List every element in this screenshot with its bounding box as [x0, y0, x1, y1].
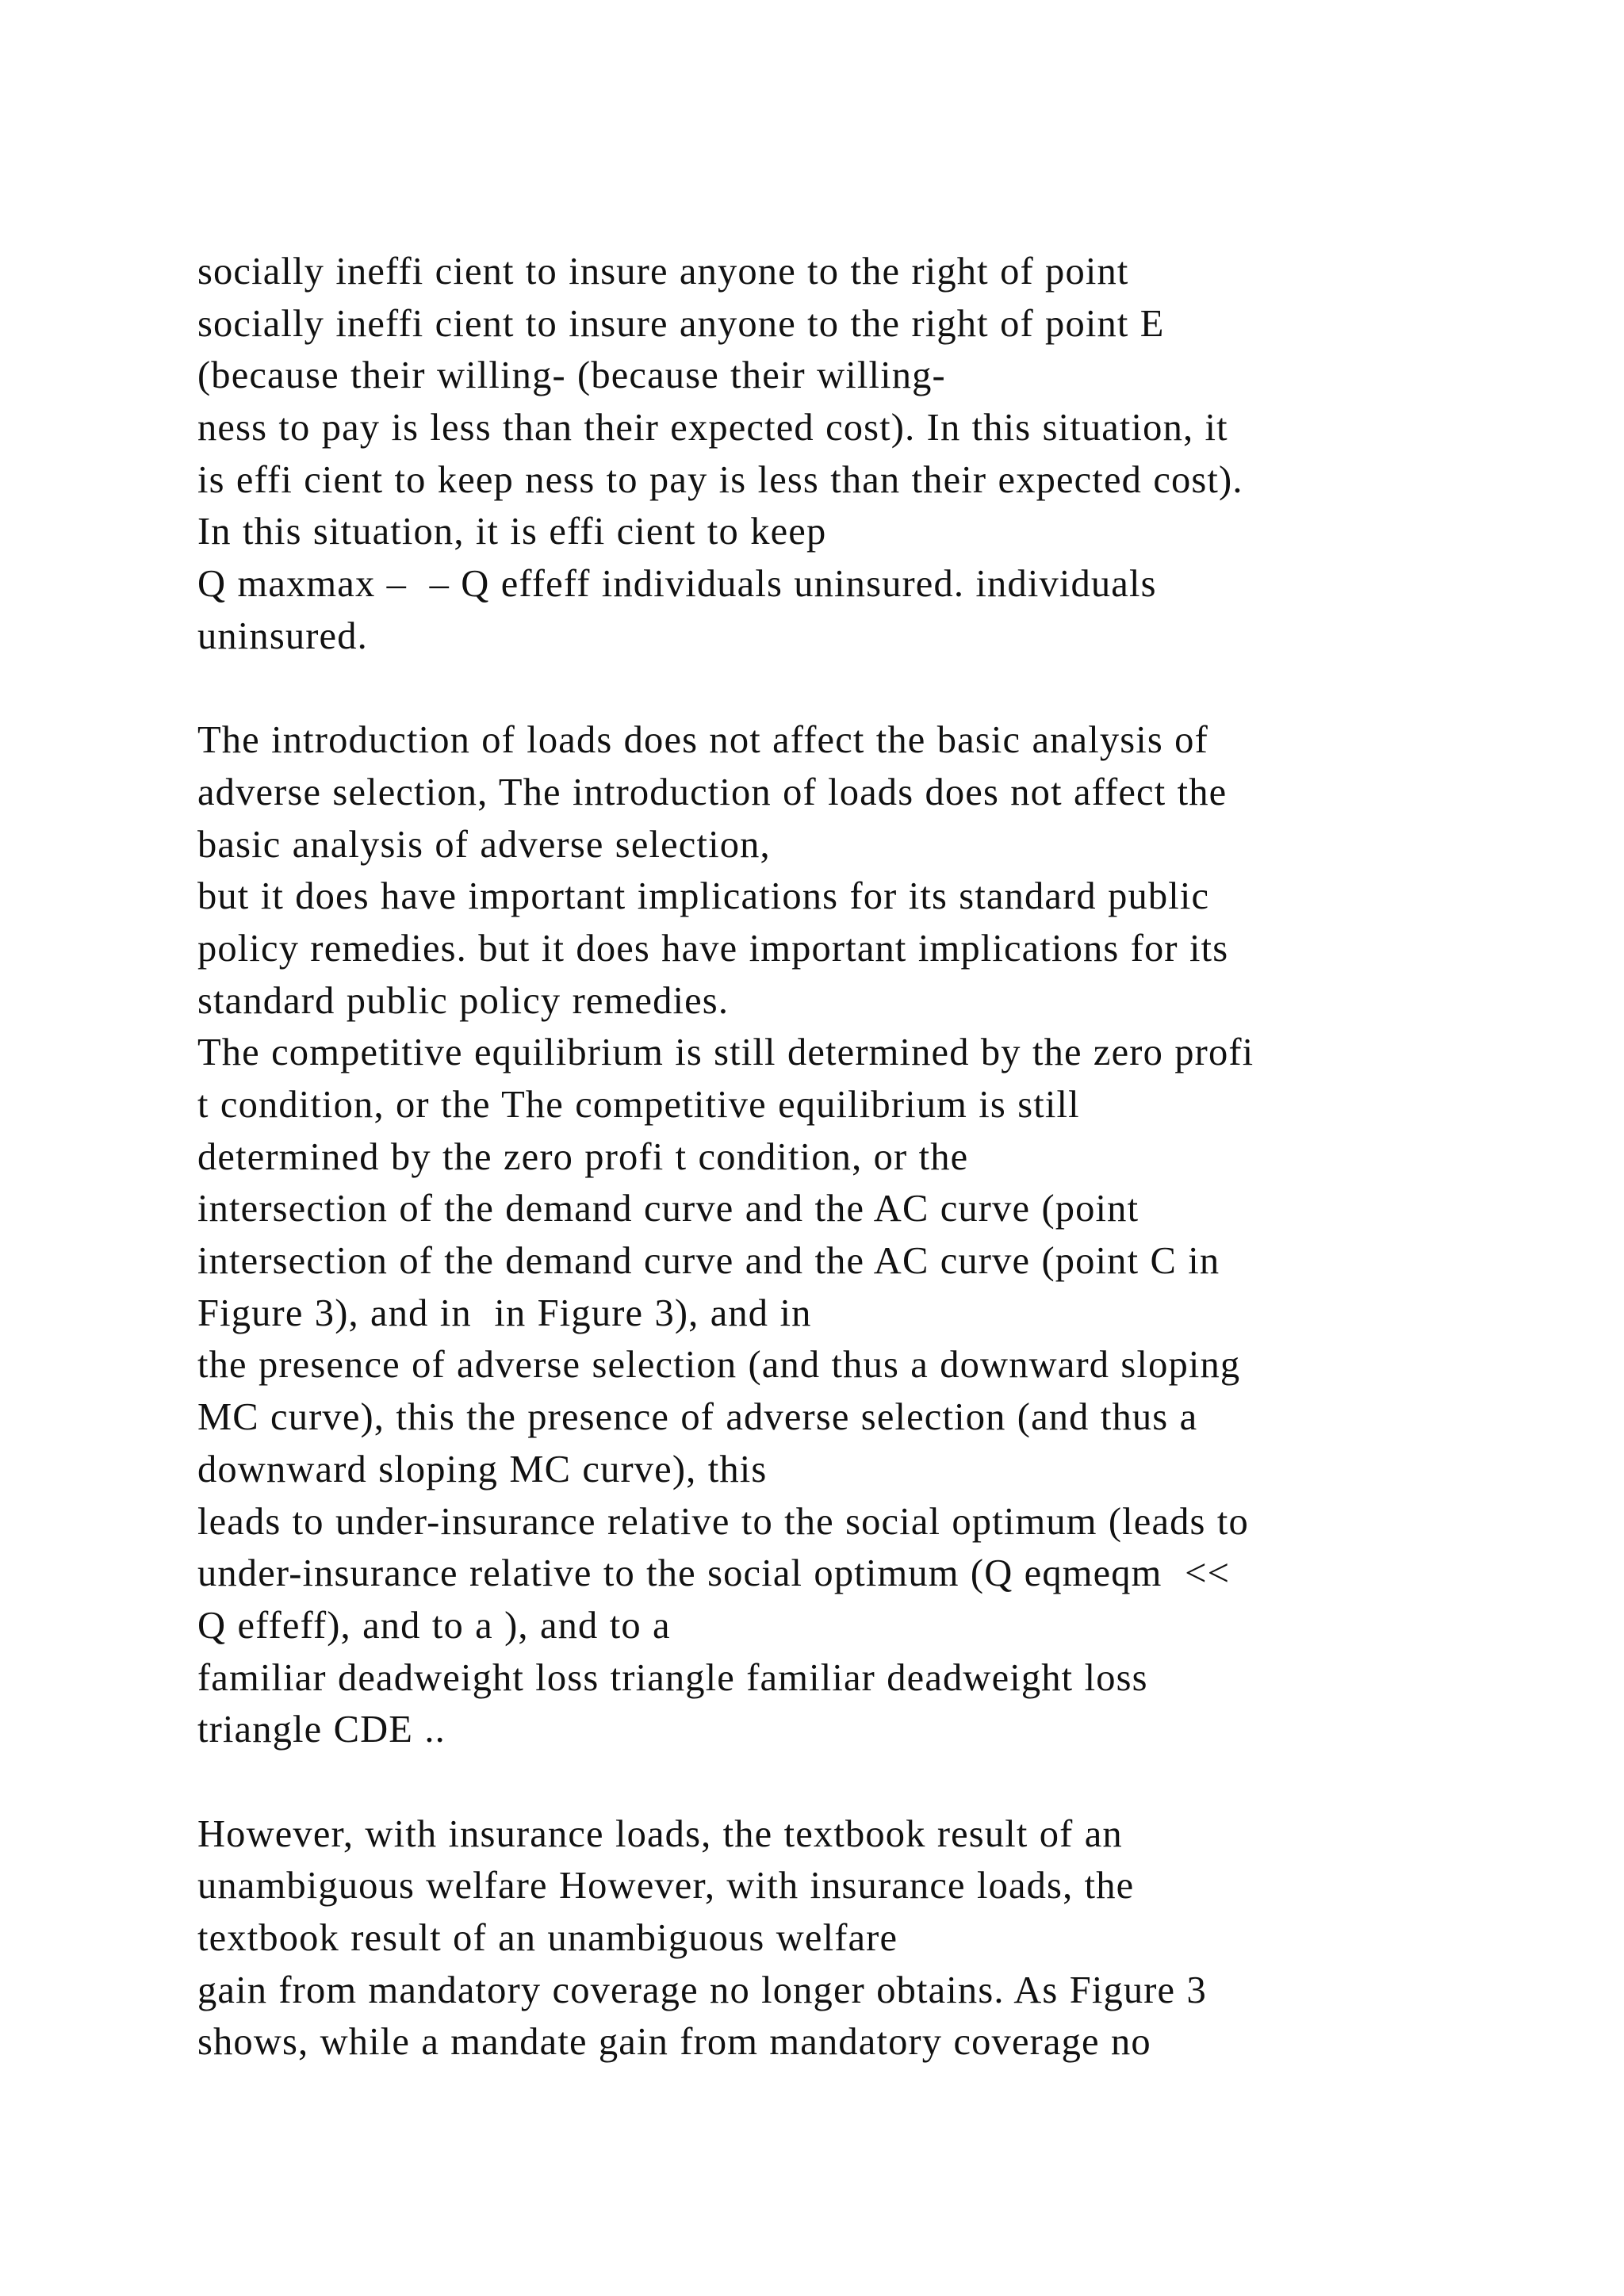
text-line: policy remedies. but it does have important implications for its	[197, 927, 1229, 970]
paragraph	[197, 714, 1514, 1756]
text-line: The introduction of loads does not affect the basic analysis of	[197, 719, 1208, 762]
text-line: The competitive equilibrium is still determined by the zero profi	[197, 1031, 1254, 1074]
text-line: familiar deadweight loss triangle familiar deadweight loss	[197, 1656, 1148, 1699]
text-line: determined by the zero profi t condition, or the	[197, 1135, 969, 1178]
text-line: basic analysis of adverse selection,	[197, 823, 771, 866]
document-body	[197, 246, 1514, 2068]
text-line: socially ineffi cient to insure anyone to the right of point	[197, 251, 1129, 293]
text-line: shows, while a mandate gain from mandatory coverage no	[197, 2021, 1151, 2064]
text-line: Figure 3), and in in Figure 3), and in	[197, 1292, 812, 1334]
text-line: In this situation, it is effi cient to keep	[197, 511, 827, 553]
paragraph-gap	[197, 1756, 1514, 1808]
text-line: MC curve), this the presence of adverse selection (and thus a	[197, 1396, 1198, 1439]
text-line: standard public policy remedies.	[197, 979, 730, 1022]
paragraph	[197, 246, 1514, 663]
text-line: gain from mandatory coverage no longer obtains. As Figure 3	[197, 1969, 1207, 2011]
text-line: Q maxmax – – Q effeff individuals uninsured. individuals	[197, 563, 1157, 606]
text-line: textbook result of an unambiguous welfare	[197, 1917, 898, 1959]
text-line: Q effeff), and to a ), and to a	[197, 1604, 671, 1647]
text-line: leads to under-insurance relative to the social optimum (leads to	[197, 1500, 1249, 1543]
text-line: under-insurance relative to the social optimum (Q eqmeqm <<	[197, 1552, 1231, 1595]
text-line: uninsured.	[197, 614, 368, 657]
text-line: intersection of the demand curve and the AC curve (point C in	[197, 1240, 1220, 1283]
paragraph	[197, 1808, 1514, 2068]
text-line: ness to pay is less than their expected cost). In this situation, it	[197, 407, 1228, 450]
paragraph-gap	[197, 663, 1514, 715]
text-line: adverse selection, The introduction of loads does not affect the	[197, 771, 1228, 813]
text-line: However, with insurance loads, the textbook result of an	[197, 1812, 1123, 1855]
text-line: (because their willing- (because their willing-	[197, 354, 946, 397]
text-line: t condition, or the The competitive equilibrium is still	[197, 1084, 1080, 1126]
text-line: intersection of the demand curve and the AC curve (point	[197, 1188, 1139, 1230]
text-line: unambiguous welfare However, with insurance loads, the	[197, 1865, 1135, 1908]
text-line: the presence of adverse selection (and thus a downward sloping	[197, 1344, 1241, 1387]
text-line: triangle CDE ..	[197, 1709, 446, 1751]
text-line: socially ineffi cient to insure anyone to the right of point E	[197, 302, 1165, 345]
text-line: but it does have important implications for its standard public	[197, 875, 1210, 918]
text-line: is effi cient to keep ness to pay is less than their expected cost).	[197, 458, 1243, 501]
text-line: downward sloping MC curve), this	[197, 1448, 768, 1490]
